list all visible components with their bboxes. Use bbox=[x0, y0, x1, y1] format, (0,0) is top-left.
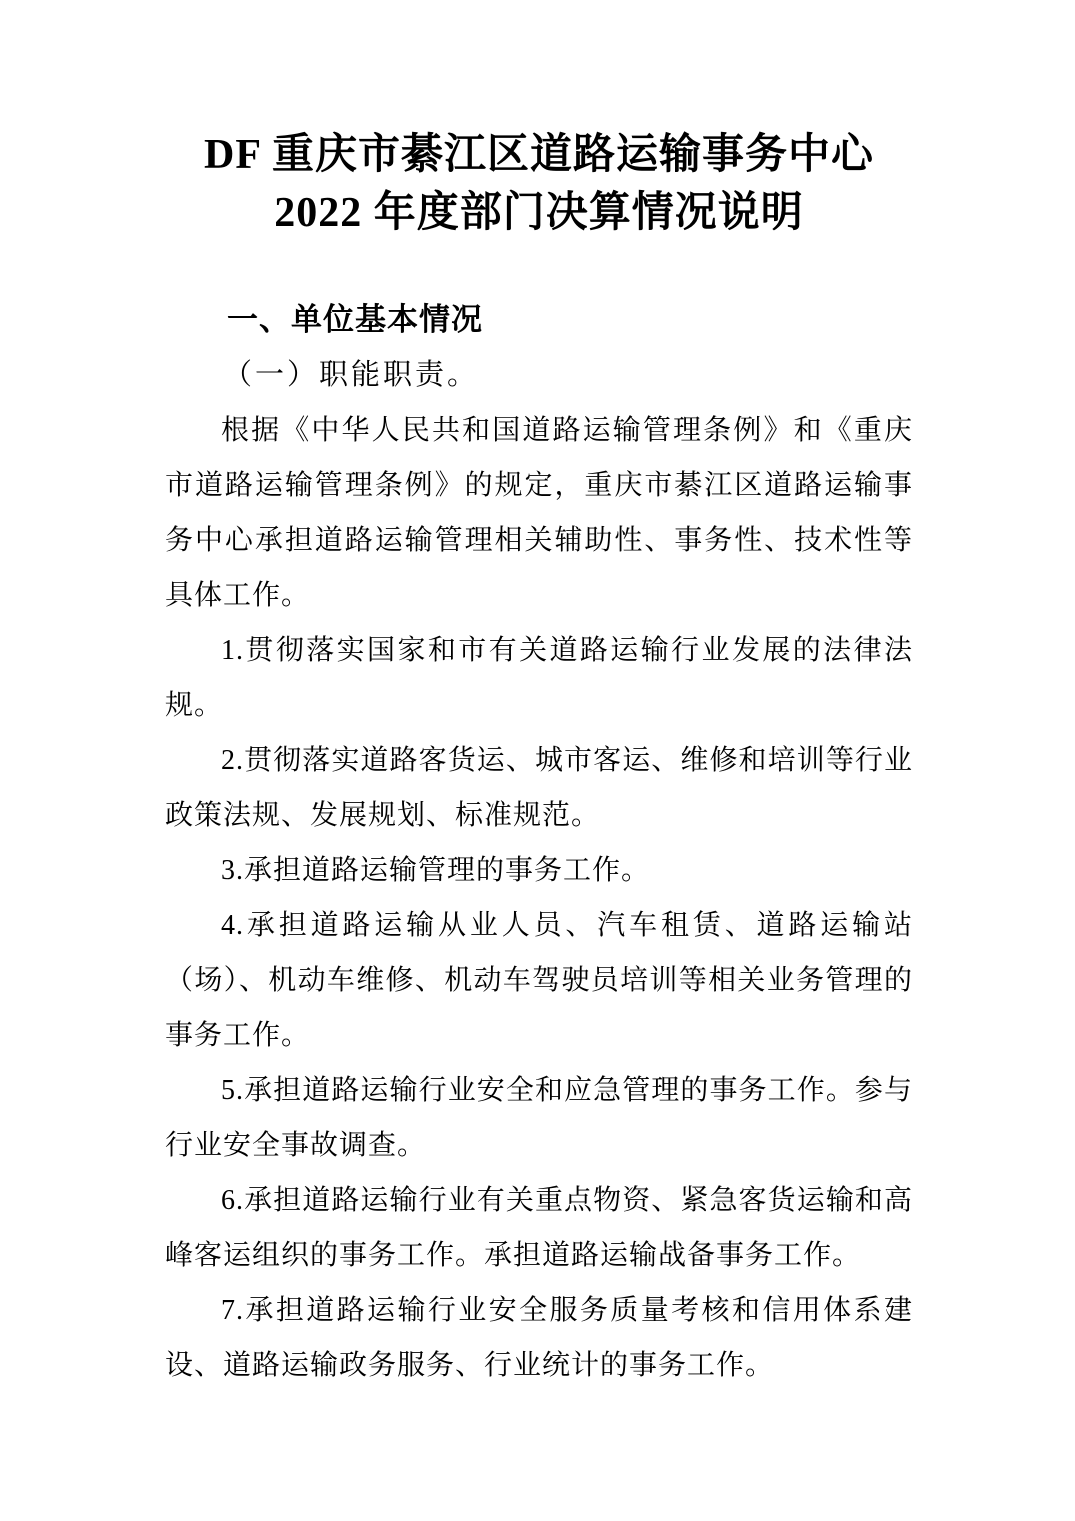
paragraph-duty-item-5: 5.承担道路运输行业安全和应急管理的事务工作。参与行业安全事故调查。 bbox=[165, 1075, 913, 1161]
paragraph-duty-item-2: 2.贯彻落实道路客货运、城市客运、维修和培训等行业政策法规、发展规划、标准规范。 bbox=[165, 745, 913, 831]
paragraph-duty-item-6: 6.承担道路运输行业有关重点物资、紧急客货运输和高峰客运组织的事务工作。承担道路运输战备事务工作。 bbox=[165, 1185, 913, 1271]
document-title bbox=[165, 126, 913, 242]
paragraph-duty-item-3: 3.承担道路运输管理的事务工作。 bbox=[221, 855, 651, 886]
paragraph-duty-item-4: 4.承担道路运输从业人员、汽车租赁、道路运输站（场）、机动车维修、机动车驾驶员培训等相关业务管理的事务工作。 bbox=[165, 910, 913, 1051]
paragraph-duty-item-1: 1.贯彻落实国家和市有关道路运输行业发展的法律法规。 bbox=[165, 635, 913, 721]
subsection-heading-duties: （一）职能职责。 bbox=[223, 359, 480, 391]
section-heading-basic-info: 一、单位基本情况 bbox=[227, 302, 483, 337]
paragraph-duties-intro: 根据《中华人民共和国道路运输管理条例》和《重庆市道路运输管理条例》的规定，重庆市綦江区道路运输事务中心承担道路运输管理相关辅助性、事务性、技术性等具体工作。 bbox=[165, 415, 913, 611]
document-title-line2: 2022 年度部门决算情况说明 bbox=[274, 190, 804, 236]
document-body bbox=[165, 292, 913, 1393]
document-title-line1: DF 重庆市綦江区道路运输事务中心 bbox=[204, 132, 874, 178]
paragraph-duty-item-7: 7.承担道路运输行业安全服务质量考核和信用体系建设、道路运输政务服务、行业统计的事务工作。 bbox=[165, 1295, 913, 1381]
